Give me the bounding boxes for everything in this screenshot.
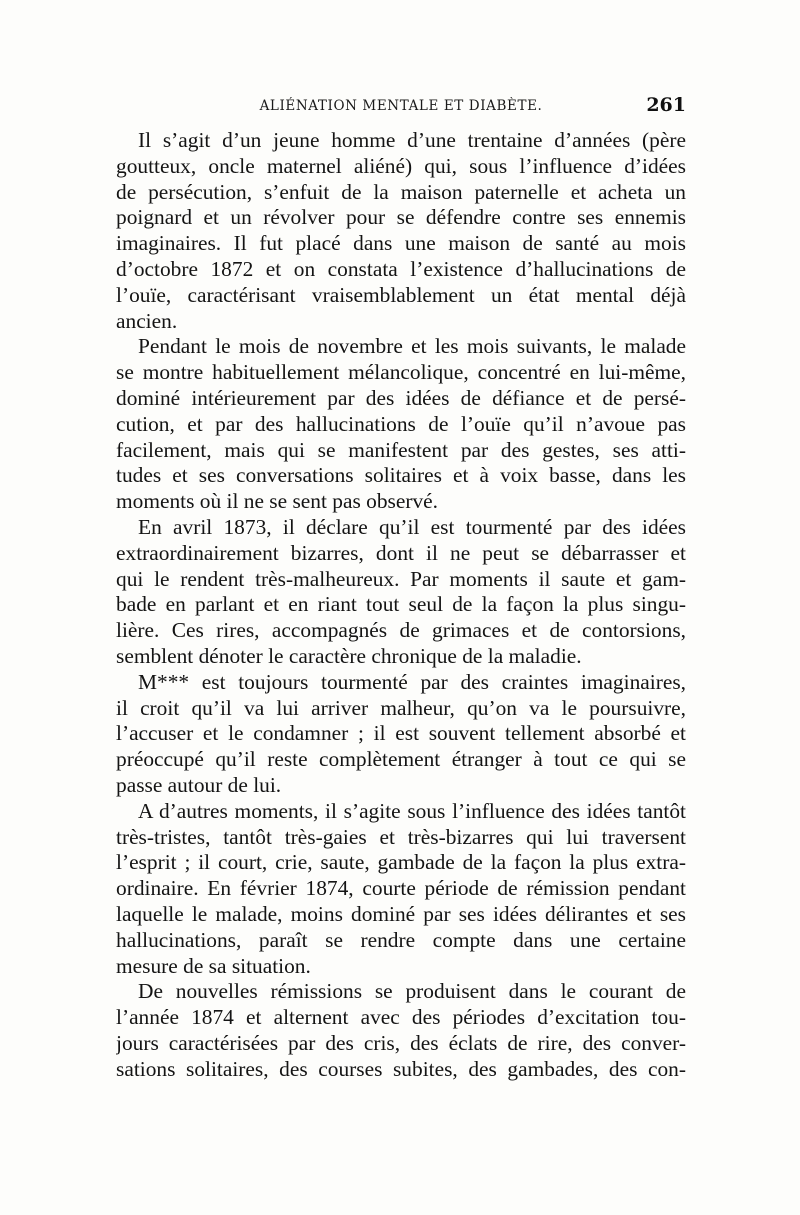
text-line: semblent dénoter le caractère chronique de la maladie. <box>116 643 582 668</box>
text-line: De nouvelles rémissions se produisent dans le courant de <box>138 979 686 1004</box>
text-line: moments où il ne se sent pas observé. <box>116 489 438 514</box>
text-line: se montre habituellement mélancolique, concentré en lui-même, <box>116 360 686 385</box>
text-line: goutteux, oncle maternel aliéné) qui, sous l’influence d’idées <box>116 153 686 178</box>
text-line: l’esprit ; il court, crie, saute, gambade de la façon la plus extra- <box>116 850 686 875</box>
text-line: jours caractérisées par des cris, des éclats de rire, des conver- <box>116 1030 686 1055</box>
text-line: de persécution, s’enfuit de la maison paternelle et acheta un <box>116 179 686 204</box>
paragraph <box>116 128 686 334</box>
page-header <box>116 94 686 124</box>
paragraph <box>116 670 686 799</box>
page-number: 261 <box>646 94 686 116</box>
text-line: tudes et ses conversations solitaires et à voix basse, dans les <box>116 463 686 488</box>
paragraph <box>116 799 686 980</box>
text-line: mesure de sa situation. <box>116 953 311 978</box>
text-line: lière. Ces rires, accompagnés de grimaces et de contorsions, <box>116 618 686 643</box>
paragraph <box>116 515 686 670</box>
text-line: très-tristes, tantôt très-gaies et très-bizarres qui lui traversent <box>116 824 686 849</box>
text-line: l’accuser et le condamner ; il est souvent tellement absorbé et <box>116 721 686 746</box>
text-line: Pendant le mois de novembre et les mois suivants, le malade <box>138 334 686 359</box>
text-line: l’année 1874 et alternent avec des périodes d’excitation tou- <box>116 1005 686 1030</box>
text-line: extraordinairement bizarres, dont il ne peut se débarrasser et <box>116 540 686 565</box>
text-line: bade en parlant et en riant tout seul de la façon la plus singu- <box>116 592 686 617</box>
text-line: il croit qu’il va lui arriver malheur, qu’on va le poursuivre, <box>116 695 686 720</box>
text-line: En avril 1873, il déclare qu’il est tourmenté par des idées <box>138 514 686 539</box>
text-line: hallucinations, paraît se rendre compte dans une certaine <box>116 927 686 952</box>
running-title: ALIÉNATION MENTALE ET DIABÈTE. <box>259 98 543 114</box>
paragraph <box>116 979 686 1082</box>
text-line: qui le rendent très-malheureux. Par moments il saute et gam- <box>116 566 686 591</box>
text-line: ancien. <box>116 308 178 333</box>
text-line: laquelle le malade, moins dominé par ses idées délirantes et ses <box>116 901 686 926</box>
text-line: cution, et par des hallucinations de l’ouïe qu’il n’avoue pas <box>116 411 686 436</box>
text-line: ordinaire. En février 1874, courte période de rémission pendant <box>116 876 686 901</box>
paragraph <box>116 334 686 515</box>
body-text <box>116 128 686 1082</box>
text-line: imaginaires. Il fut placé dans une maison de santé au mois <box>116 231 686 256</box>
text-line: A d’autres moments, il s’agite sous l’influence des idées tantôt <box>138 798 686 823</box>
text-line: facilement, mais qui se manifestent par des gestes, ses atti- <box>116 437 686 462</box>
text-line: l’ouïe, caractérisant vraisemblablement un état mental déjà <box>116 282 686 307</box>
text-line: d’octobre 1872 et on constata l’existence d’hallucinations de <box>116 256 686 281</box>
text-line: Il s’agit d’un jeune homme d’une trentaine d’années (père <box>138 128 686 152</box>
text-line: M*** est toujours tourmenté par des craintes imaginaires, <box>138 669 686 694</box>
text-line: poignard et un révolver pour se défendre contre ses ennemis <box>116 205 686 230</box>
text-line: sations solitaires, des courses subites, des gambades, des con- <box>116 1056 686 1081</box>
text-line: préoccupé qu’il reste complètement étranger à tout ce qui se <box>116 747 686 772</box>
text-line: dominé intérieurement par des idées de défiance et de persé- <box>116 385 686 410</box>
text-line: passe autour de lui. <box>116 772 282 797</box>
